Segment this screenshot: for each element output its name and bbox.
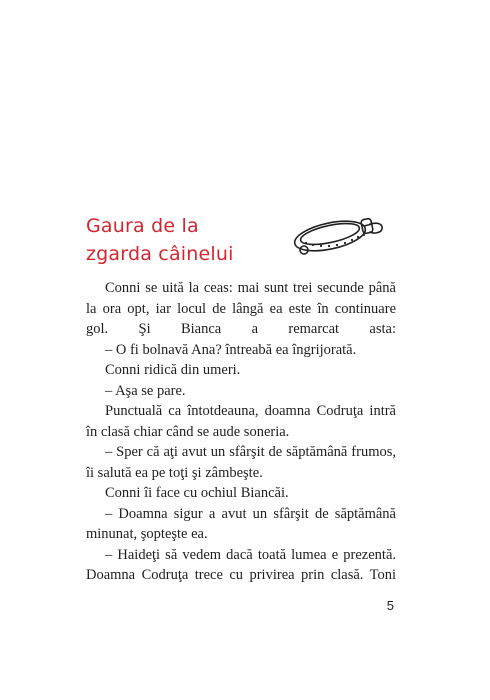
paragraph-3: Conni ridică din umeri. bbox=[105, 362, 241, 378]
paragraph-8: – Doamna sigur a avut un sfârşit de săptămână minunat, şopteşte ea. bbox=[86, 505, 396, 542]
page-number: 5 bbox=[386, 598, 394, 613]
paragraph-6: – Sper că aţi avut un sfârşit de săptămână frumos, îi salută ea pe toţi şi zâmbeşte. bbox=[86, 444, 396, 481]
chapter-title-line-2: zgarda câinelui bbox=[86, 243, 234, 265]
chapter-body bbox=[86, 278, 396, 586]
paragraph-7: Conni îi face cu ochiul Biancăi. bbox=[105, 485, 289, 501]
paragraph-2: – O fi bolnavă Ana? întreabă ea îngrijorată. bbox=[105, 341, 357, 358]
paragraph-9: – Haideţi să vedem dacă toată lumea e prezentă. Doamna Codruţa trece cu privirea prin clasă. Toni bbox=[86, 546, 396, 583]
dog-collar-icon bbox=[284, 210, 388, 262]
chapter-title-line-1: Gaura de la bbox=[86, 215, 199, 237]
paragraph-5: Punctuală ca întotdeauna, doamna Codruţa intră în clasă chiar când se aude soneria. bbox=[86, 403, 396, 440]
paragraph-4: – Aşa se pare. bbox=[105, 382, 186, 399]
chapter-title bbox=[86, 212, 306, 268]
paragraph-1: Conni se uită la ceas: mai sunt trei secunde până la ora opt, iar locul de lângă ea este în continuare gol. Şi Bianca a remarcat asta: bbox=[86, 280, 396, 337]
